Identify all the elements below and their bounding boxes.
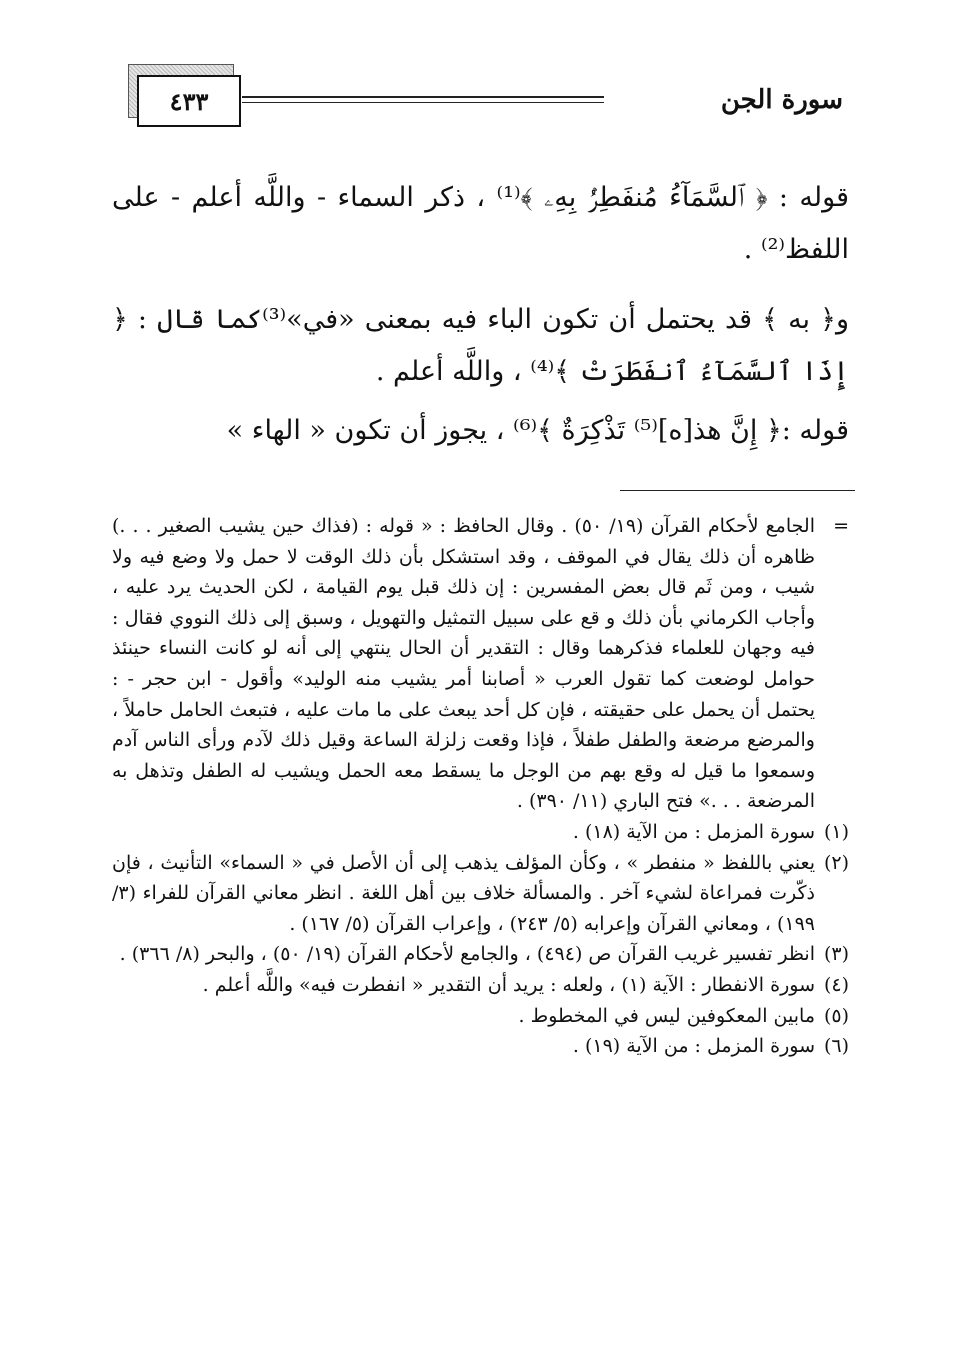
footnote-5 xyxy=(112,1001,849,1032)
page-number: ٤٣٣ xyxy=(137,75,241,127)
header-rule xyxy=(242,96,604,98)
footnote-text: انظر تفسير غريب القرآن ص (٤٩٤) ، والجامع لأحكام القرآن (١٩/ ٥٠) ، والبحر (٨/ ٣٦٦) . xyxy=(119,943,815,966)
paragraph-text: قوله : ﴿ ٱلسَّمَآءُ مُنفَطِرُۢ بِهِۦ ﴾⁽¹⁾ ، ذكر السماء - واللَّه أعلم - على اللفظ⁽²⁾ . xyxy=(112,182,849,265)
footnote-1 xyxy=(112,817,849,848)
footnote-2 xyxy=(112,848,849,940)
footnote-text: سورة المزمل : من الآية (١٩) . xyxy=(572,1035,815,1058)
footnote-marker: (١) xyxy=(823,820,849,843)
footnote-marker: = xyxy=(833,515,849,537)
header-rule-thin xyxy=(242,102,604,103)
footnote-6 xyxy=(112,1031,849,1062)
footnote-marker: (٤) xyxy=(823,973,849,996)
footnote-text: سورة الانفطار : الآية (١) ، ولعله : يريد أن التقدير « انفطرت فيه» واللَّه أعلم . xyxy=(202,973,815,996)
footnote-3 xyxy=(112,939,849,970)
footnote-marker: (٦) xyxy=(823,1035,849,1058)
footnote-text: سورة المزمل : من الآية (١٨) . xyxy=(572,820,815,843)
footnote-marker: (٢) xyxy=(823,851,849,874)
body-paragraph-2 xyxy=(112,294,849,398)
paragraph-text: و﴿ به ﴾ قد يحتمل أن تكون الباء فيه بمعنى «في»⁽³⁾كما قال : ﴿ إِذَا ٱلسَّمَآءُ ٱنفَطَرَتْ ﴾⁽⁴⁾ ، واللَّه أعلم . xyxy=(112,304,849,387)
footnote-marker: (٣) xyxy=(823,943,849,966)
footnote-text: مابين المعكوفين ليس في المخطوط . xyxy=(518,1004,815,1027)
footnote-separator xyxy=(620,490,855,491)
surah-title: سورة الجن xyxy=(720,85,843,115)
body-paragraph-1 xyxy=(112,172,849,276)
page-number-box xyxy=(128,64,234,118)
footnote-continuation xyxy=(112,511,849,817)
body-paragraph-3 xyxy=(112,405,849,457)
footnote-marker: (٥) xyxy=(823,1004,849,1027)
footnote-text: الجامع لأحكام القرآن (١٩/ ٥٠) . وقال الحافظ : « قوله : (فذاك حين يشيب الصغير . . .) ظاهره أن ذلك يقال في الموقف ، وقد استشكل بأن ذلك الوقت لا حمل ولا وضع فيه ولا شيب ، ومن ثَم قال بعض المفسرين : إن ذلك قبل يوم القيامة ، لكن الحديث يرد عليه ، وأجاب الكرماني بأن ذلك و قع على سبيل التمثيل والتهويل ، وسبق إلى ذلك النووي فقال : فيه وجهان للعلماء فذكرهما وقال : التقدير أن الحال ينتهي إلى أنه لو كانت النساء حينئذ حوامل لوضعت كما تقول العرب « أصابنا أمر يشيب منه الوليد» وأقول - ابن حجر - : يحتمل أن يحمل على حقيقته ، فإن كل أحد يبعث على ما مات عليه ، فتبعث الحامل حاملاً ، والمرضع مرضعة والطفل طفلاً ، فإذا وقعت زلزلة الساعة وقيل ذلك لآدم ورأى الناس آدم وسمعوا ما قيل له وقع بهم من الوجل ما يسقط معه الحمل ويشيب له الطفل وتذهل به المرضعة . . .» فتح الباري (١١/ ٣٩٠) . xyxy=(112,515,815,813)
footnotes xyxy=(112,511,849,1062)
footnote-4 xyxy=(112,970,849,1001)
footnote-text: يعني باللفظ « منفطر » ، وكأن المؤلف يذهب إلى أن الأصل في « السماء» التأنيث ، فإن ذكّرت فمراعاة لشيء آخر . والمسألة خلاف بين أهل اللغة . انظر معاني القرآن للفراء (٣/ ١٩٩) ، ومعاني القرآن وإعرابه (٥/ ٢٤٣) ، وإعراب القرآن (٥/ ١٦٧) . xyxy=(112,851,815,935)
paragraph-text: قوله :﴿ إِنَّ هذ[ه]⁽⁵⁾ تَذْكِرَةٌ ﴾⁽⁶⁾ ، يجوز أن تكون « الهاء » xyxy=(226,415,849,446)
